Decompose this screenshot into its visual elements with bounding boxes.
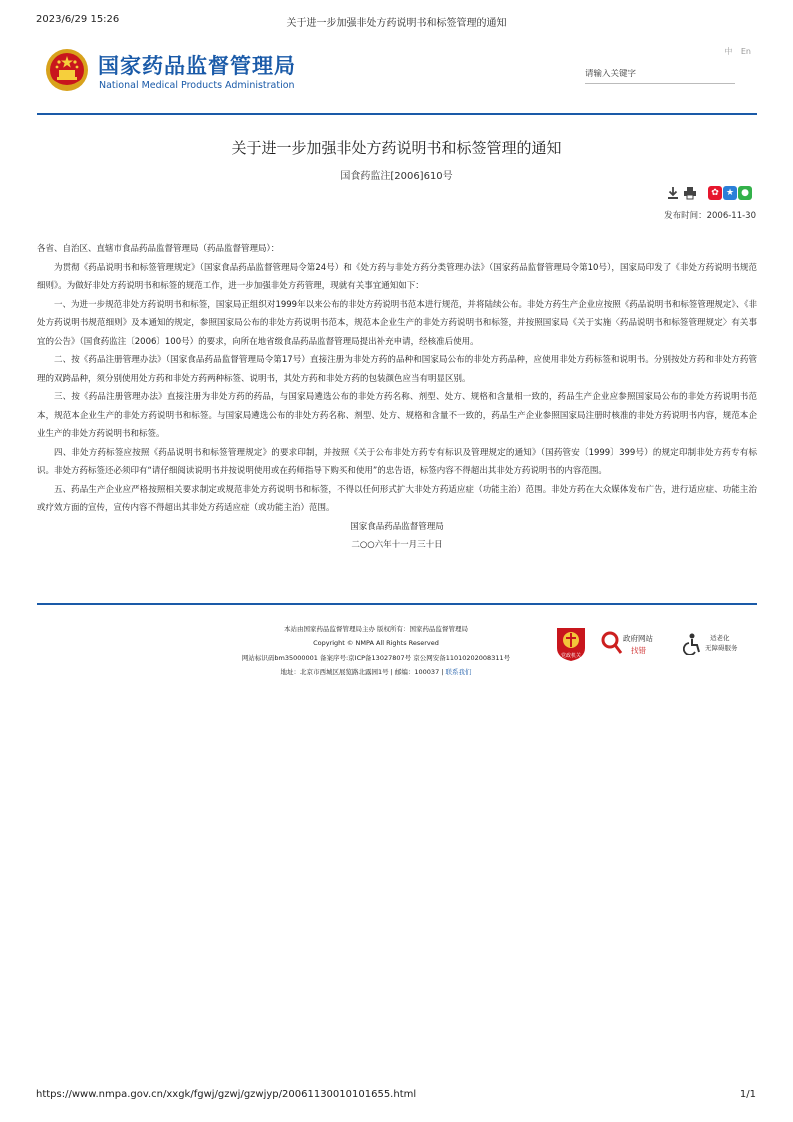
download-icon[interactable]: [666, 186, 680, 200]
footer-address-text: 地址：北京市西城区展览路北露园1号 | 邮编：100037 |: [280, 668, 444, 676]
national-emblem-icon[interactable]: [45, 48, 89, 92]
print-datetime: 2023/6/29 15:26: [36, 14, 120, 25]
article-paragraph: 为贯彻《药品说明书和标签管理规定》（国家食品药品监督管理局令第24号）和《处方药与非处方药分类管理办法》（国家药品监督管理局令第10号），国家局印发了《非处方药说明书规范细则》。为做好非处方药说明书和标签的规范工作，进一步加强非处方药管理，现就有关事宜通知如下：: [37, 262, 757, 291]
magnifier-icon: [601, 630, 623, 658]
wechat-share-icon[interactable]: ●: [738, 186, 752, 200]
accessibility-badge[interactable]: [683, 631, 753, 659]
site-name-cn[interactable]: 国家药品监督管理局: [98, 54, 296, 78]
print-page-number: 1/1: [739, 1089, 756, 1100]
site-name-en[interactable]: National Medical Products Administration: [99, 80, 295, 91]
report-error-title: 政府网站: [623, 634, 653, 643]
lang-en-link[interactable]: En: [740, 47, 751, 56]
footer-address: [0, 667, 752, 676]
gov-agency-badge-label: 党政机关: [560, 653, 582, 659]
qzone-share-icon[interactable]: ★: [723, 186, 737, 200]
print-page-title: 关于进一步加强非处方药说明书和标签管理的通知: [286, 18, 507, 29]
article-paragraph: 二、按《药品注册管理办法》（国家食品药品监督管理局令第17号）直接注册为非处方药的品种和国家局公布的非处方药品种，应使用非处方药标签和说明书。分别按处方药和非处方药管理的双跨品种，须分别使用处方药和非处方药两种标签、说明书，其处方药和非处方药的包装颜色应当有明显区别。: [37, 355, 757, 384]
article-signature-date: 二○○六年十一月三十日: [351, 540, 443, 550]
site-header: [37, 40, 757, 105]
print-header: [0, 14, 793, 28]
publish-date: 发布时间：2006-11-30: [664, 211, 756, 221]
footer-divider: [37, 603, 757, 605]
language-switcher: [718, 46, 751, 57]
footer-copyright: Copyright © NMPA All Rights Reserved: [313, 639, 439, 647]
article-paragraph: 四、非处方药标签应按照《药品说明书和标签管理规定》的要求印制，并按照《关于公布非处方药专有标识及管理规定的通知》（国药管安〔1999〕399号）的规定印制非处方药专有标识。非处方药标签还必须印有“请仔细阅读说明书并按说明使用或在药师指导下购买和使用”的忠告语，标签内容不得超出其非处方药说明书的内容范围。: [37, 447, 757, 476]
site-footer: [0, 620, 793, 690]
accessibility-label-2: 无障碍服务: [705, 644, 738, 652]
search-input[interactable]: [585, 69, 725, 79]
search-box[interactable]: [585, 66, 735, 84]
article-paragraph: 一、为进一步规范非处方药说明书和标签，国家局正组织对1999年以来公布的非处方药说明书范本进行规范，并将陆续公布。非处方药生产企业应按照《药品说明书和标签管理规定》、《非处方药说明书规范细则》及本通知的规定，参照国家局公布的非处方药说明书范本，规范本企业生产的非处方药说明书和标签，并按照国家局《关于实施〈药品说明书和标签管理规定〉有关事宜的公告》（国食药监注〔2006〕100号）的要求，向所在地省级食品药品监督管理局提出补充申请，经核准后使用。: [37, 299, 757, 347]
article-title: 关于进一步加强非处方药说明书和标签管理的通知: [231, 139, 562, 157]
footer-sponsor: 本站由国家药品监督管理局主办 版权所有：国家药品监督管理局: [283, 625, 469, 633]
weibo-share-icon[interactable]: ✿: [708, 186, 722, 200]
accessibility-icon: [683, 633, 701, 655]
print-footer: [0, 1089, 793, 1103]
lang-zh-link[interactable]: 中: [724, 47, 733, 56]
print-url: https://www.nmpa.gov.cn/xxgk/fgwj/gzwj/gzwjyp/20061130010101655.html: [36, 1089, 417, 1100]
gov-agency-badge-icon[interactable]: [555, 626, 587, 662]
contact-us-link[interactable]: 联系我们: [445, 668, 472, 676]
header-divider: [37, 113, 757, 115]
document-number: 国食药监注[2006]610号: [340, 171, 453, 182]
report-error-action: 找错: [631, 646, 646, 655]
accessibility-label-1: 适老化: [710, 634, 730, 642]
article-paragraph: 各省、自治区、直辖市食品药品监督管理局（药品监督管理局）：: [37, 244, 280, 254]
footer-registration: 网站标识码bm35000001 备案序号:京ICP备13027807号 京公网安备11010202008311号: [241, 654, 511, 662]
article-paragraph: 五、药品生产企业应严格按照相关要求制定或规范非处方药说明书和标签，不得以任何形式扩大非处方药适应症（功能主治）范围。非处方药在大众媒体发布广告，进行适应症、功能主治或疗效方面的宣传，宣传内容不得超出其非处方药适应症（或功能主治）范围。: [37, 484, 757, 513]
report-error-badge[interactable]: [601, 629, 661, 659]
article-paragraph: 三、按《药品注册管理办法》直接注册为非处方药的药品，与国家局遴选公布的非处方药名称、剂型、处方、规格和含量相一致的，药品生产企业应参照国家局公布的非处方药说明书范本，规范本企业生产的非处方药说明书和标签。与国家局遴选公布的非处方药名称、剂型、处方、规格和含量不一致的，药品生产企业参照国家局注册时核准的非处方药说明书内容，规范本企业生产的非处方药说明书和标签。: [37, 392, 757, 439]
article-signature: 国家食品药品监督管理局: [350, 521, 444, 532]
article-body: [37, 240, 757, 555]
print-icon[interactable]: [683, 186, 697, 200]
article-toolbar: [666, 185, 752, 201]
